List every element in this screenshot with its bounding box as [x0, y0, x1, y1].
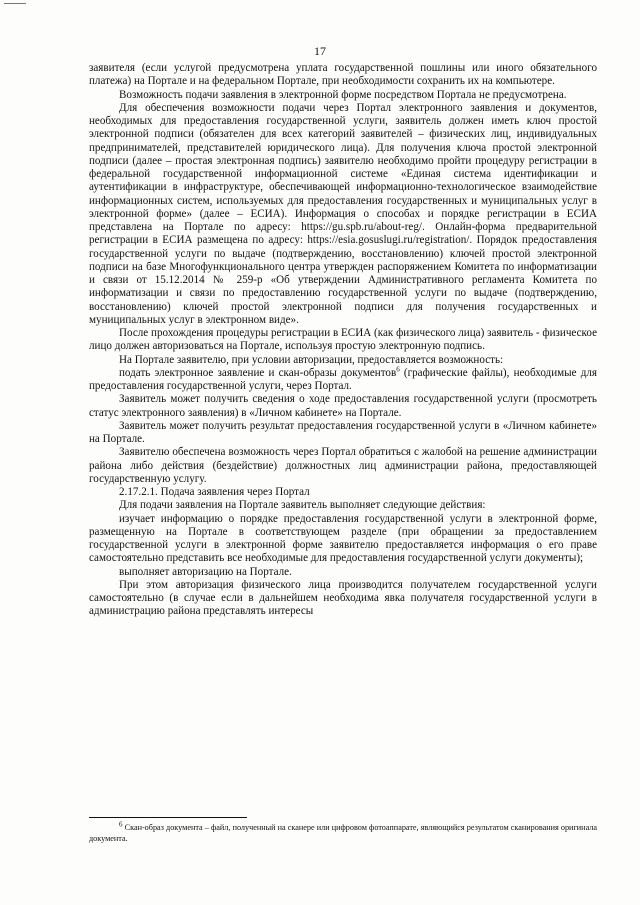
paragraph-text: Для обеспечения возможности подачи через Портал электронного заявления и документов, необходимых для предоставления государственной услуги, заявитель должен иметь ключ простой электронной подписи (обязателен для всех категорий заявителей – физических лиц, индивидуальных предпринимателей, представителей юридического лица). Для получения ключа простой электронной подписи (далее – простая электронная подпись) заявителю необходимо пройти процедуру регистрации в федеральной государственной информационной системе «Единая система идентификации и аутентификации в инфраструктуре, обеспечивающей информационно-технологическое взаимодействие информационных систем, используемых для предоставления государственных и муниципальных услуг в электронной форме» (далее – ЕСИА). Информация о способах и порядке регистрации в ЕСИА представлена на Портале по адресу: https://gu.spb.ru/about-reg/. Онлайн-форма предварительной регистрации в ЕСИА размещена по адресу: https://esia.gosuslugi.ru/registration/. Порядок предоставления государственной услуги по выдаче (подтверждению, восстановлению) ключей простой электронной подписи на базе Многофункционального центра утвержден распоряжением Комитета по информатизации и связи от 15.12.2014 № 259-р «Об утверждении Административного регламента Комитета по информатизации и связи по предоставлению государственной услуги по выдаче (подтверждению, восстановлению) ключей простой электронной подписи для получения государственных и муниципальных услуг в электронном виде». — [89, 101, 597, 326]
paragraph — [89, 446, 597, 486]
paragraph — [89, 102, 597, 327]
paragraph-text: На Портале заявителю, при условии авторизации, предоставляется возможность: — [119, 353, 504, 366]
paragraph — [89, 393, 597, 420]
paragraph — [89, 62, 597, 89]
paragraph-text: (графические файлы), необходимые для предоставления государственной услуги, через Портал. — [89, 366, 597, 392]
paragraph-text: 2.17.2.1. Подача заявления через Портал — [119, 486, 310, 498]
paragraph-text: После прохождения процедуры регистрации в ЕСИА (как физического лица) заявитель - физическое лицо должен авторизоваться на Портале, используя простую электронную подпись. — [89, 327, 597, 353]
paragraph-text: подать электронное заявление и скан-образы документов — [119, 366, 397, 379]
paragraph — [89, 367, 597, 394]
paragraph — [89, 513, 597, 566]
paragraph-text: Заявитель может получить сведения о ходе предоставления государственной услуги (просмотреть статус электронного заявления) в «Личном кабинете» на Портале. — [89, 393, 597, 419]
scan-corner-mark — [4, 3, 26, 4]
paragraph-text: Для подачи заявления на Портале заявитель выполняет следующие действия: — [119, 499, 486, 512]
footnote-mark: 6 — [119, 820, 123, 829]
paragraph-text: заявителя (если услугой предусмотрена уплата государственной пошлины или иного обязательного платежа) на Портале и на федеральном Портале, при необходимости сохранить их на компьютере. — [89, 62, 597, 88]
paragraph-text: При этом авторизация физического лица производится получателем государственной услуги самостоятельно (в случае если в дальнейшем необходима явка получателя государственной услуги в администрацию района представлять интересы — [89, 578, 597, 618]
paragraph — [89, 499, 597, 512]
paragraph-text: Заявителю обеспечена возможность через Портал обратиться с жалобой на решение администрации района либо действия (бездействие) должностных лиц администрации района, предоставляющей государственную услугу. — [89, 446, 597, 485]
paragraph-text: изучает информацию о порядке предоставления государственной услуги в электронной форме, размещенную на Портале в соответствующем разделе (при обращении за предоставлением государственной услуги в электронной форме заявителю предоставляется информация о его праве самостоятельно представить все необходимые для предоставления государственной услуги документы); — [89, 512, 597, 565]
paragraph-text: Возможность подачи заявления в электронной форме посредством Портала не предусмотрена. — [119, 88, 567, 101]
paragraph — [89, 327, 597, 354]
paragraph — [89, 354, 597, 367]
paragraph — [89, 486, 597, 499]
footnote-text: Скан-образ документа – файл, полученный на сканере или цифровом фотоаппарате, являющийся результатом сканирования оригинала документа. — [89, 823, 597, 843]
page-number: 17 — [314, 44, 326, 58]
paragraph — [89, 89, 597, 102]
footnote-reference: 6 — [396, 365, 400, 374]
footnote — [89, 822, 597, 844]
footnote-separator — [89, 817, 247, 818]
paragraph-text: Заявитель может получить результат предоставления государственной услуги в «Личном кабинете» на Портале. — [89, 419, 597, 445]
paragraph — [89, 579, 597, 619]
paragraph — [89, 420, 597, 447]
paragraph-text: выполняет авторизацию на Портале. — [119, 565, 292, 578]
paragraph — [89, 566, 597, 579]
body-text — [89, 62, 597, 619]
